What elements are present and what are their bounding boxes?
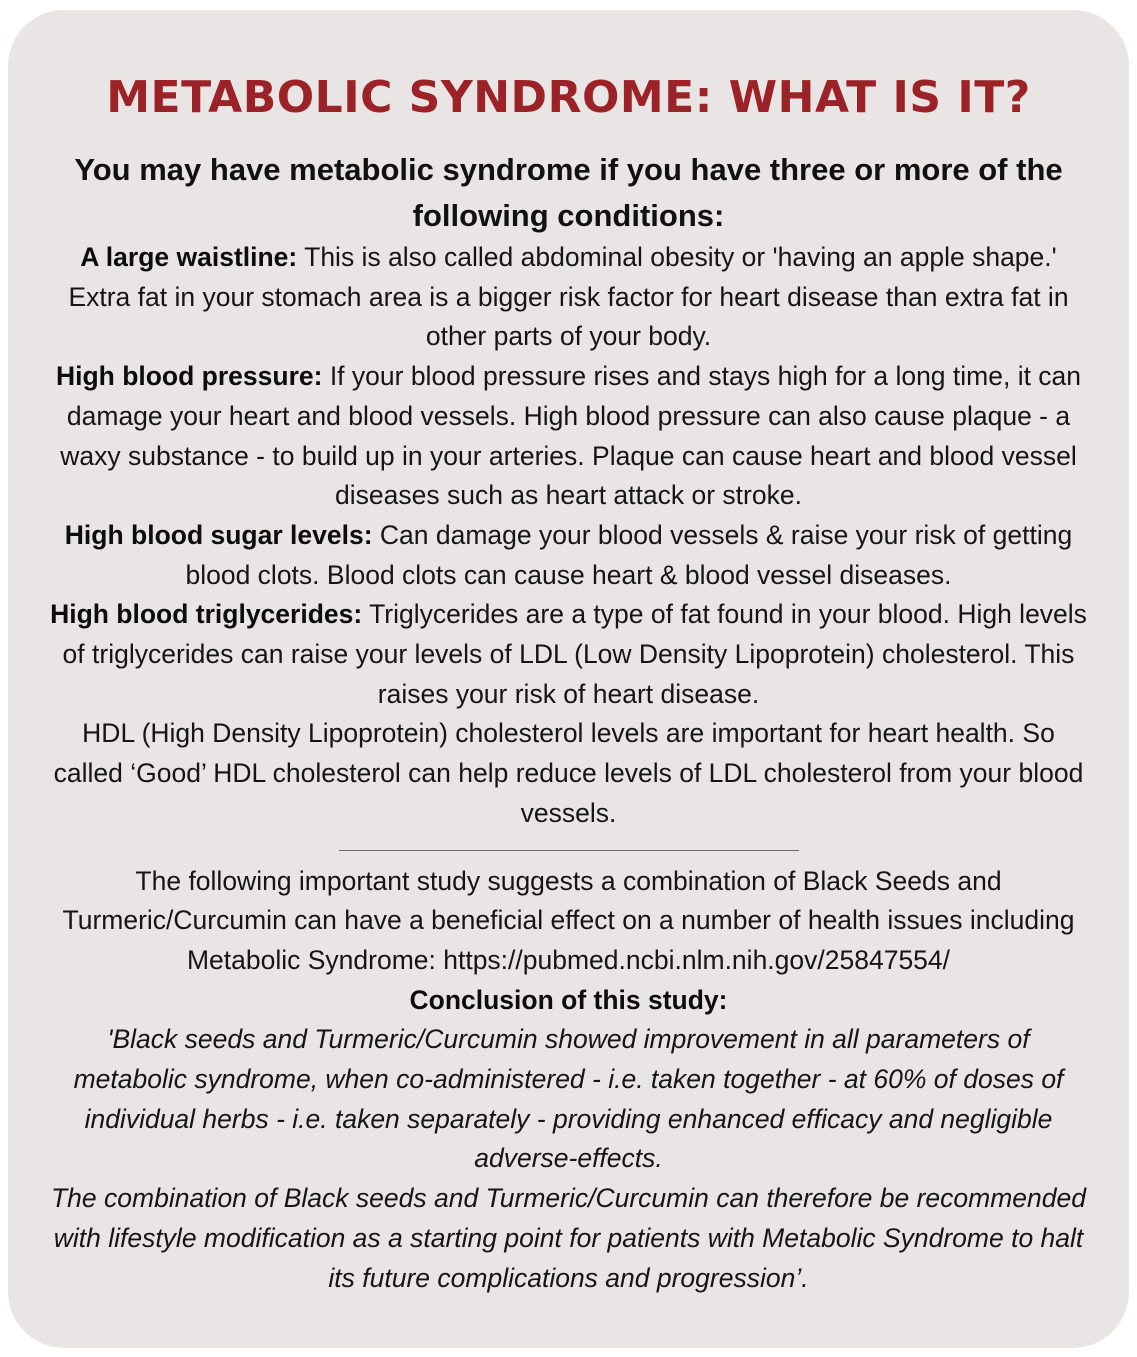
study-quote-part1: 'Black seeds and Turmeric/Curcumin showed improvement in all parameters of metabolic syndrome, when co-administered - i.e. taken together - at 60% of doses of individual herbs - i.e. taken separately - providing enhanced efficacy and negligible adverse-effects.: [73, 1024, 1064, 1174]
study-intro: The following important study suggests a combination of Black Seeds and Turmeric/Curcumin can have a beneficial effect on a number of health issues including Metabolic Syndrome: https://pubmed.ncbi.nlm.nih.gov/25847554/: [62, 865, 1075, 975]
condition-text: This is also called abdominal obesity or 'having an apple shape.' Extra fat in your stomach area is a bigger risk factor for heart disease than extra fat in other parts of your body.: [68, 242, 1069, 352]
conclusion-heading: [48, 981, 1089, 1021]
page-title: METABOLIC SYNDROME: WHAT IS IT?: [106, 72, 1031, 123]
condition-blood-pressure: [48, 357, 1089, 516]
condition-blood-sugar: [48, 516, 1089, 595]
condition-text: Can damage your blood vessels & raise your risk of getting blood clots. Blood clots can cause heart & blood vessel diseases.: [185, 519, 1073, 590]
condition-triglycerides: [48, 595, 1089, 714]
condition-text: Triglycerides are a type of fat found in your blood. High levels of triglycerides can raise your levels of LDL (Low Density Lipoprotein) cholesterol. This raises your risk of heart disease.: [62, 599, 1087, 709]
subtitle: You may have metabolic syndrome if you have three or more of the following conditions:: [74, 152, 1063, 233]
condition-waistline: [48, 238, 1089, 357]
condition-label: A large waistline:: [80, 242, 298, 272]
conclusion-heading-text: Conclusion of this study:: [409, 984, 728, 1015]
info-card: [8, 10, 1129, 1348]
condition-label: High blood pressure:: [55, 361, 323, 392]
condition-text: If your blood pressure rises and stays high for a long time, it can damage your heart and blood vessels. High blood pressure can also cause plaque - a waxy substance - to build up in your arteries. Plaque can cause heart and blood vessel diseases such as heart attack or stroke.: [60, 361, 1082, 511]
hdl-note: HDL (High Density Lipoprotein) cholesterol levels are important for heart health. So called ‘Good’ HDL cholesterol can help reduce levels of LDL cholesterol from your blood vessels.: [53, 718, 1084, 828]
study-quote-part2: The combination of Black seeds and Turmeric/Curcumin can therefore be recommended with lifestyle modification as a starting point for patients with Metabolic Syndrome to halt its future complications and progression’.: [51, 1183, 1086, 1293]
divider: [339, 850, 799, 851]
content-body: [48, 238, 1089, 1298]
condition-label: High blood sugar levels:: [64, 519, 373, 550]
condition-label: High blood triglycerides:: [50, 599, 363, 630]
